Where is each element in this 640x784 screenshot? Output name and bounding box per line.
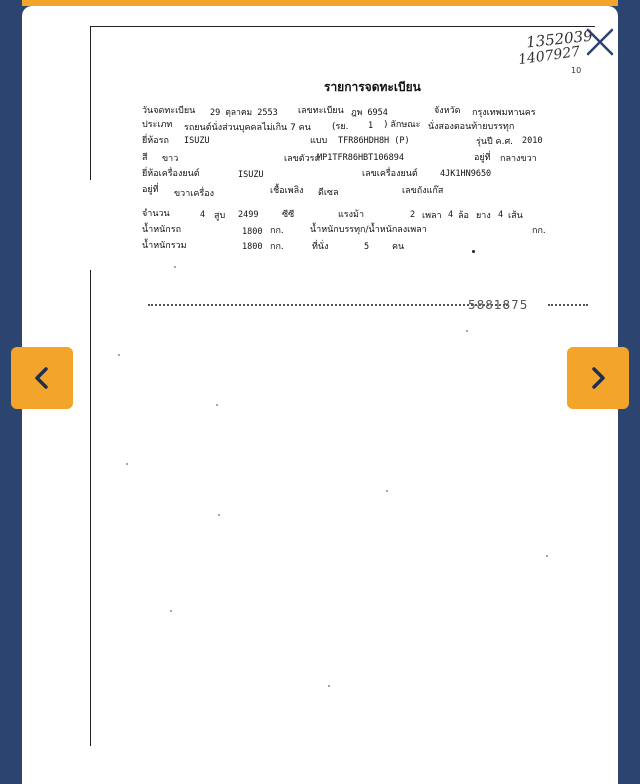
reg-no-label: เลขทะเบียน	[298, 106, 344, 116]
seats-unit: คน	[392, 242, 405, 252]
scan-speck	[126, 463, 128, 465]
total-weight-value: 1800	[242, 242, 263, 252]
seats-label: ที่นั่ง	[312, 242, 329, 252]
character-label: ) ลักษณะ	[384, 120, 421, 130]
fuel-label: เชื้อเพลิง	[270, 186, 304, 196]
location-2-label: อยู่ที่	[142, 185, 159, 195]
location-1-value: กลางขวา	[500, 154, 537, 164]
page-border-top	[90, 26, 595, 27]
scan-speck	[218, 514, 220, 516]
location-2-value: ขวาเครื่อง	[174, 189, 214, 199]
reg-date-label: วันจดทะเบียน	[142, 106, 196, 116]
location-1-label: อยู่ที่	[474, 153, 491, 163]
cylinder-label: สูบ	[214, 211, 226, 221]
chevron-left-icon	[31, 365, 53, 391]
wheel-label: ล้อ	[458, 211, 469, 221]
tire-label: ยาง	[476, 211, 491, 221]
scan-speck	[546, 555, 548, 557]
chevron-right-icon	[587, 365, 609, 391]
engine-brand-value: ISUZU	[238, 170, 264, 180]
chassis-value: MP1TFR86HBT106894	[317, 153, 404, 163]
weight-value: 1800	[242, 227, 263, 237]
engine-no-value: 4JK1HN9650	[440, 169, 492, 179]
brand-value: ISUZU	[184, 136, 210, 146]
dotted-separator	[148, 304, 508, 306]
load-unit: กก.	[532, 226, 546, 236]
province-value: กรุงเทพมหานคร	[472, 108, 536, 118]
tire-value: 4	[498, 210, 504, 220]
scan-speck	[174, 266, 176, 268]
scan-speck	[472, 250, 475, 253]
previous-button[interactable]	[11, 347, 73, 409]
total-weight-unit: กก.	[270, 242, 284, 252]
document-page	[88, 20, 608, 750]
document-viewer	[22, 6, 618, 784]
tire-unit: เส้น	[508, 211, 523, 221]
load-label: น้ำหนักบรรทุก/น้ำหนักลงเพลา	[310, 225, 427, 235]
scan-speck	[386, 490, 388, 492]
count-value: 4	[200, 210, 206, 220]
axle-value: 2	[410, 210, 416, 220]
handwritten-number: 1352039	[525, 26, 594, 52]
character-value: นั่งสองตอนท้ายบรรทุก	[428, 122, 515, 132]
model-label: แบบ	[310, 136, 328, 146]
type-value: รถยนต์นั่งส่วนบุคคลไม่เกิน 7 คน	[184, 123, 311, 133]
model-value: TFR86HDH8H (P)	[338, 136, 410, 146]
cc-label: ซีซี	[282, 210, 295, 220]
scan-speck	[328, 685, 330, 687]
model-year-value: 2010	[522, 136, 543, 146]
scan-speck	[118, 354, 120, 356]
page-border-left	[90, 26, 91, 746]
cc-value: 2499	[238, 210, 259, 220]
brand-label: ยี่ห้อรถ	[142, 136, 169, 146]
scan-speck	[216, 404, 218, 406]
model-year-label: รุ่นปี ค.ศ.	[476, 137, 514, 147]
chassis-label: เลขตัวรถ	[284, 154, 320, 164]
document-title: รายการจดทะเบียน	[324, 80, 421, 94]
gas-tank-label: เลขถังแก๊ส	[402, 186, 444, 196]
total-weight-label: น้ำหนักรวม	[142, 241, 187, 251]
handwritten-number: 10	[571, 66, 582, 75]
color-value: ขาว	[162, 154, 179, 164]
count-label: จำนวน	[142, 209, 170, 219]
wheel-value: 4	[448, 210, 454, 220]
seats-value: 5	[364, 242, 370, 252]
type-label: ประเภท	[142, 120, 173, 130]
close-icon	[585, 27, 615, 57]
scan-speck	[466, 330, 468, 332]
weight-label: น้ำหนักรถ	[142, 225, 182, 235]
engine-no-label: เลขเครื่องยนต์	[362, 169, 418, 179]
fuel-value: ดีเซล	[318, 188, 339, 198]
province-label: จังหวัด	[434, 106, 461, 116]
ry-value: 1	[368, 121, 374, 131]
color-label: สี	[142, 153, 148, 163]
reg-no-value: ฎพ 6954	[351, 108, 388, 118]
handwritten-number: 1407927	[517, 43, 582, 69]
ry-label: (รย.	[332, 122, 349, 132]
scan-speck	[170, 610, 172, 612]
axle-label: เพลา	[422, 211, 442, 221]
bottom-number: 5881875	[468, 298, 529, 312]
close-button[interactable]	[582, 24, 618, 60]
reg-date-value: 29 ตุลาคม 2553	[210, 108, 278, 118]
engine-brand-label: ยี่ห้อเครื่องยนต์	[142, 169, 200, 179]
next-button[interactable]	[567, 347, 629, 409]
weight-unit: กก.	[270, 226, 284, 236]
hp-label: แรงม้า	[338, 210, 365, 220]
